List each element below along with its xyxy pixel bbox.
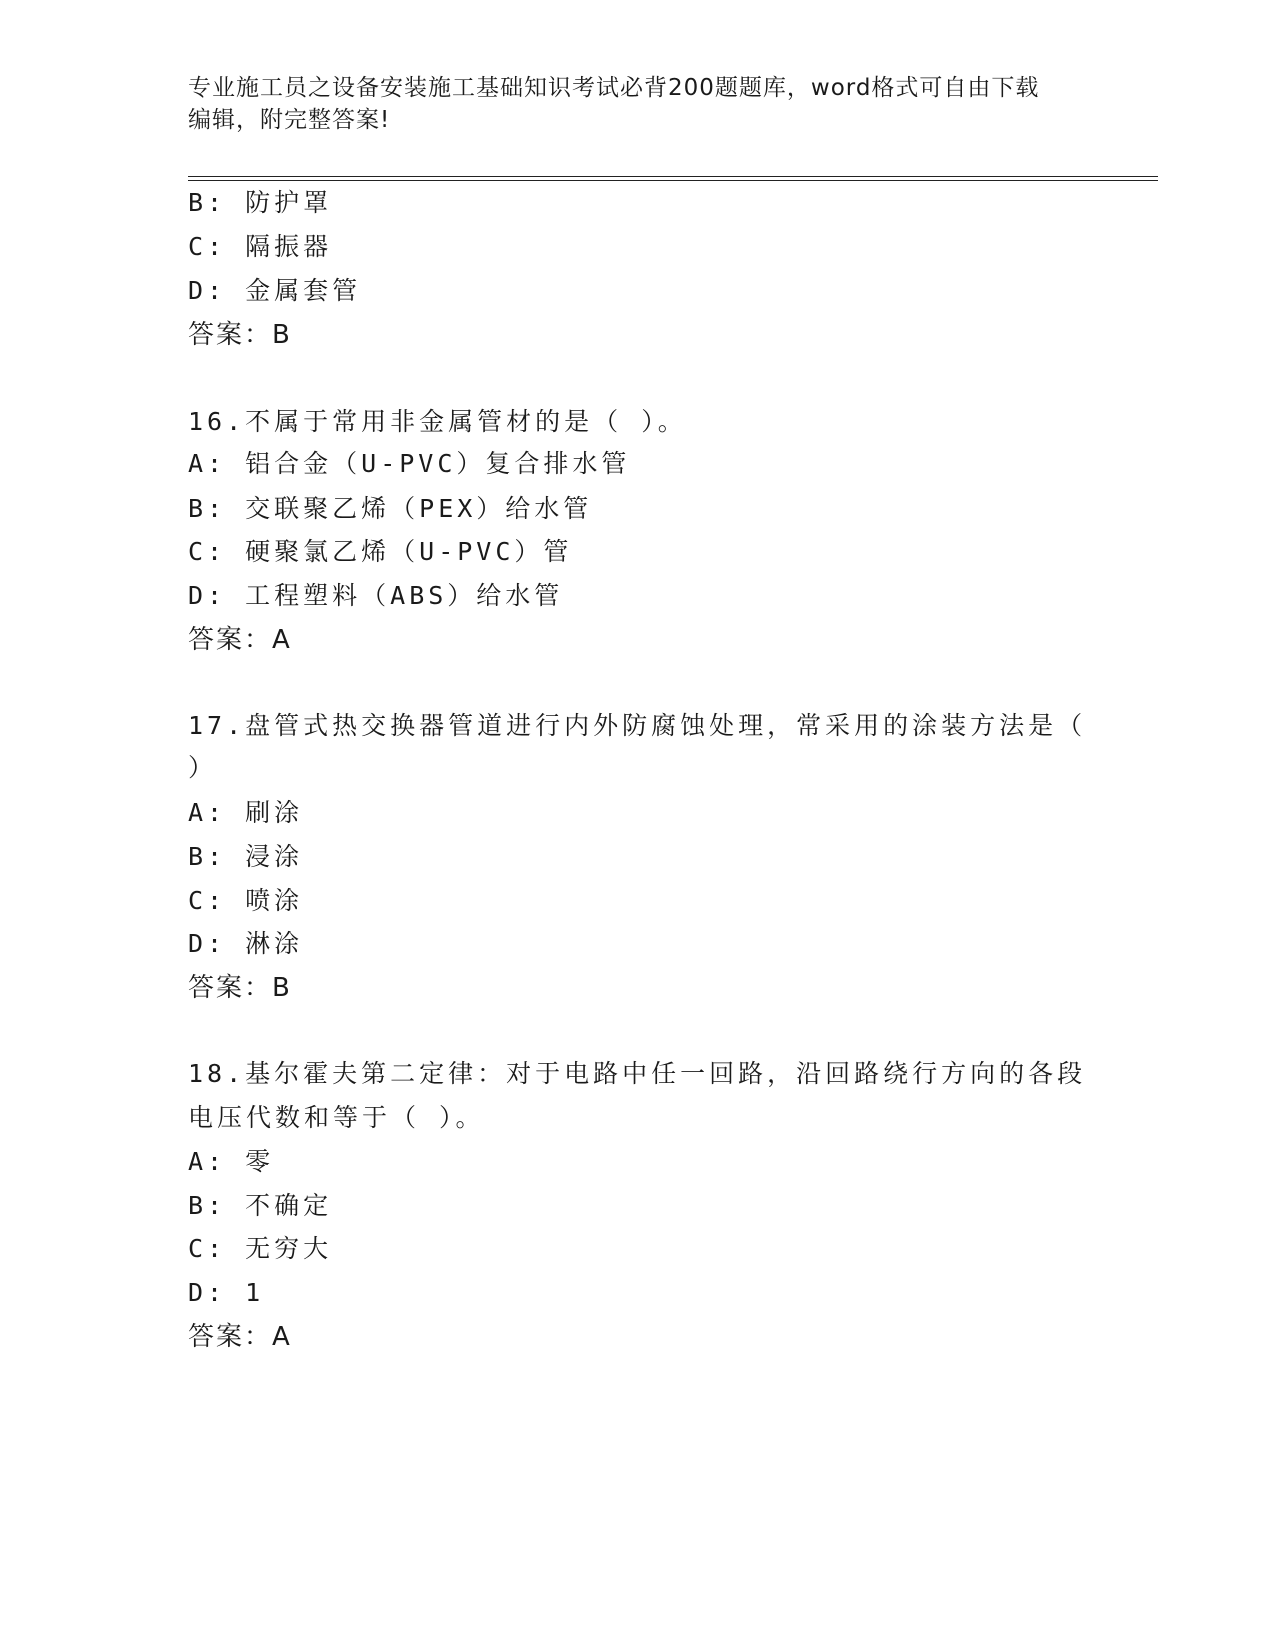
answer-line: 答案：A bbox=[188, 625, 292, 655]
answer-line: 答案：A bbox=[188, 1322, 292, 1352]
question-stem: 电压代数和等于（ ）。 bbox=[188, 1103, 485, 1132]
header-line-2: 编辑，附完整答案! bbox=[188, 107, 391, 133]
option-line: D: 1 bbox=[188, 1278, 265, 1307]
header-line-1: 专业施工员之设备安装施工基础知识考试必背200题题库，word格式可自由下载 bbox=[188, 75, 1040, 101]
option-line: C: 无穷大 bbox=[188, 1234, 333, 1263]
option-line: C: 硬聚氯乙烯（U-PVC）管 bbox=[188, 537, 573, 566]
option-line: D: 淋涂 bbox=[188, 929, 304, 958]
option-line: B: 交联聚乙烯（PEX）给水管 bbox=[188, 494, 593, 523]
option-line: C: 隔振器 bbox=[188, 232, 333, 261]
option-line: A: 铝合金（U-PVC）复合排水管 bbox=[188, 449, 631, 478]
question-stem: 17.盘管式热交换器管道进行内外防腐蚀处理，常采用的涂装方法是（ bbox=[188, 711, 1087, 740]
answer-line: 答案：B bbox=[188, 973, 292, 1003]
question-stem: 16.不属于常用非金属管材的是（ ）。 bbox=[188, 407, 687, 436]
option-line: B: 不确定 bbox=[188, 1191, 333, 1220]
header-double-rule bbox=[188, 176, 1158, 181]
option-line: D: 金属套管 bbox=[188, 276, 362, 305]
option-line: A: 零 bbox=[188, 1147, 275, 1176]
option-line: C: 喷涂 bbox=[188, 886, 304, 915]
option-line: D: 工程塑料（ABS）给水管 bbox=[188, 581, 564, 610]
option-line: B: 防护罩 bbox=[188, 188, 333, 217]
option-line: B: 浸涂 bbox=[188, 842, 304, 871]
answer-line: 答案：B bbox=[188, 320, 292, 350]
question-stem: 18.基尔霍夫第二定律：对于电路中任一回路，沿回路绕行方向的各段 bbox=[188, 1059, 1087, 1088]
option-line: A: 刷涂 bbox=[188, 798, 304, 827]
document-header bbox=[188, 72, 1088, 136]
question-stem: ） bbox=[188, 753, 218, 782]
